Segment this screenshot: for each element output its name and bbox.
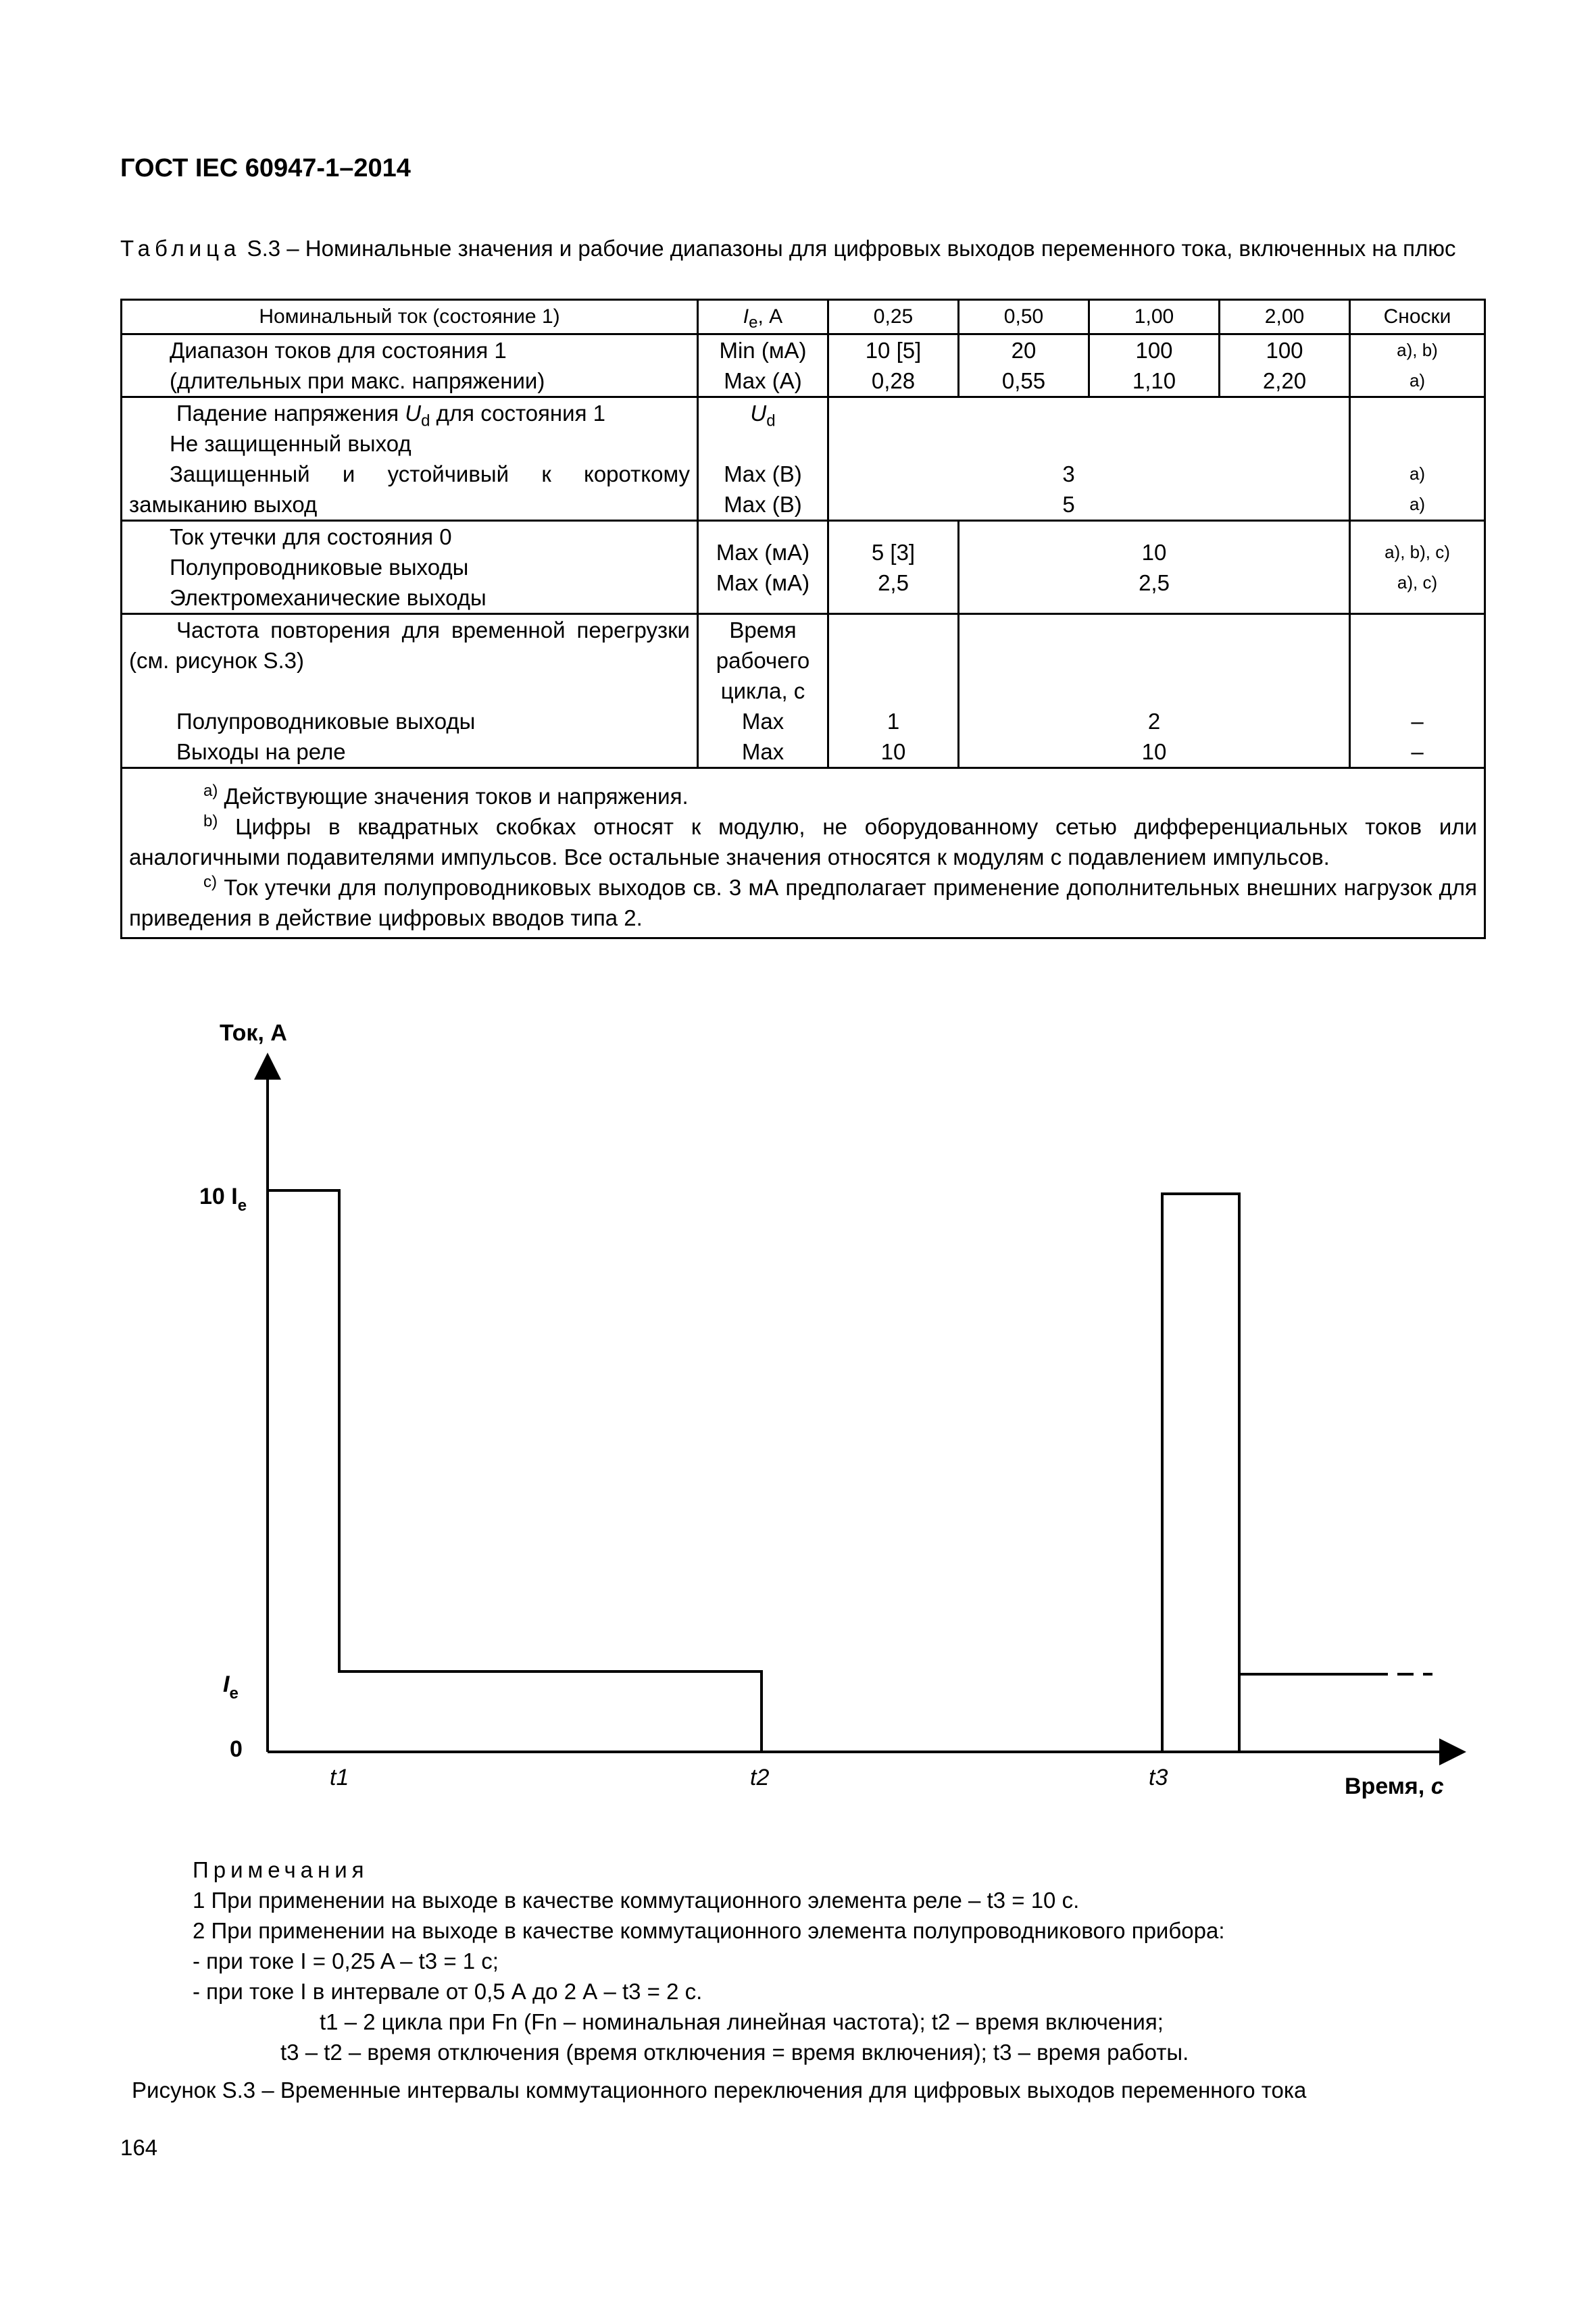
row4-footnotes: – – [1350,614,1485,768]
row1-val-200: 100 2,20 [1220,334,1350,397]
row4-units: Время рабочего цикла, с Max Max [698,614,828,768]
row1-val-025: 10 [5] 0,28 [828,334,959,397]
header-025: 0,25 [828,300,959,334]
x-tick-t1: t1 [330,1765,349,1790]
row2-label: Падение напряжения $U_d$ для состояния 1 Не защищенный выход Защищенный и устойчивый к короткому замыканию выход [122,397,698,521]
row1-val-050: 20 0,55 [959,334,1089,397]
row3-units: Max (мА) Max (мА) [698,521,828,614]
y-axis-label: Ток, А [220,1020,287,1046]
header-100: 1,00 [1089,300,1220,334]
note-4: - при токе I в интервале от 0,5 А до 2 А – t3 = 2 с. [193,1979,703,2004]
row4-val-rest: 2 10 [959,614,1350,768]
row3-footnotes: a), b), c) a), c) [1350,521,1485,614]
note-2: 2 При применении на выходе в качестве коммутационного элемента полупроводникового прибора: [193,1918,1225,1943]
note-3: - при токе I = 0,25 A – t3 = 1 c; [193,1948,499,1973]
x-tick-t2: t2 [750,1765,770,1790]
row1-units: Min (мА) Max (A) [698,334,828,397]
header-rated-current: Номинальный ток (состояние 1) [122,300,698,334]
row1-label: Диапазон токов для состояния 1 (длительных при макс. напряжении) [122,334,698,397]
row4-label: Частота повторения для временной перегрузки (см. рисунок S.3) Полупроводниковые выходы Выходы на реле [122,614,698,768]
y-tick-0: 0 [230,1736,243,1762]
row1-val-100: 100 1,10 [1089,334,1220,397]
y-tick-ie: $I_e$ [223,1671,239,1703]
table-caption-prefix: Таблица [120,236,241,261]
row3-val-rest: 10 2,5 [959,521,1350,614]
notes-title: Примечания [193,1857,369,1882]
table-caption-text: S.3 – Номинальные значения и рабочие диапазоны для цифровых выходов переменного тока, включенных на плюс [241,236,1456,261]
note-1: 1 При применении на выходе в качестве коммутационного элемента реле – t3 = 10 с. [193,1888,1080,1913]
figure-caption: Рисунок S.3 – Временные интервалы коммутационного переключения для цифровых выходов переменного тока [132,2078,1307,2103]
page-number: 164 [120,2135,158,2160]
row2-values: 3 5 [828,397,1350,521]
row2-units: $U_d$ Max (B) Max (B) [698,397,828,521]
note-6: t3 – t2 – время отключения (время отключения = время включения); t3 – время работы. [280,2040,1189,2065]
row3-val-025: 5 [3] 2,5 [828,521,959,614]
y-tick-10ie: 10 $I_e$ [199,1184,247,1215]
table-footnotes: $^{a)}$ Действующие значения токов и напряжения. $^{b)}$ Цифры в квадратных скобках относят к модулю, не оборудованному сетью дифференциальных токов или аналогичными подавителями импульсов. Все остальные значения относятся к модулям с подавлением импульсов. $^{c)}$ Ток утечки для полупроводниковых выходов св. 3 мА предполагает применение дополнительных внешних нагрузок для приведения в действие цифровых вводов типа 2. [122,768,1485,938]
overload-pulse [1162,1194,1239,1752]
row1-footnotes: a), b) a) [1350,334,1485,397]
header-050: 0,50 [959,300,1089,334]
figure-notes [193,1855,1225,2067]
x-tick-t3: t3 [1149,1765,1168,1790]
header-footnotes: Сноски [1350,300,1485,334]
x-axis-label: Время, с [1345,1774,1444,1799]
current-trace-first [268,1190,762,1752]
row4-val-025: 1 10 [828,614,959,768]
document-header: ГОСТ IEC 60947-1–2014 [120,154,411,182]
row3-label: Ток утечки для состояния 0 Полупроводниковые выходы Электромеханические выходы [122,521,698,614]
row2-footnotes: a) a) [1350,397,1485,521]
header-200: 2,00 [1220,300,1350,334]
header-ie: $I_e$, А [698,300,828,334]
note-5: t1 – 2 цикла при Fn (Fn – номинальная линейная частота); t2 – время включения; [320,2009,1164,2034]
